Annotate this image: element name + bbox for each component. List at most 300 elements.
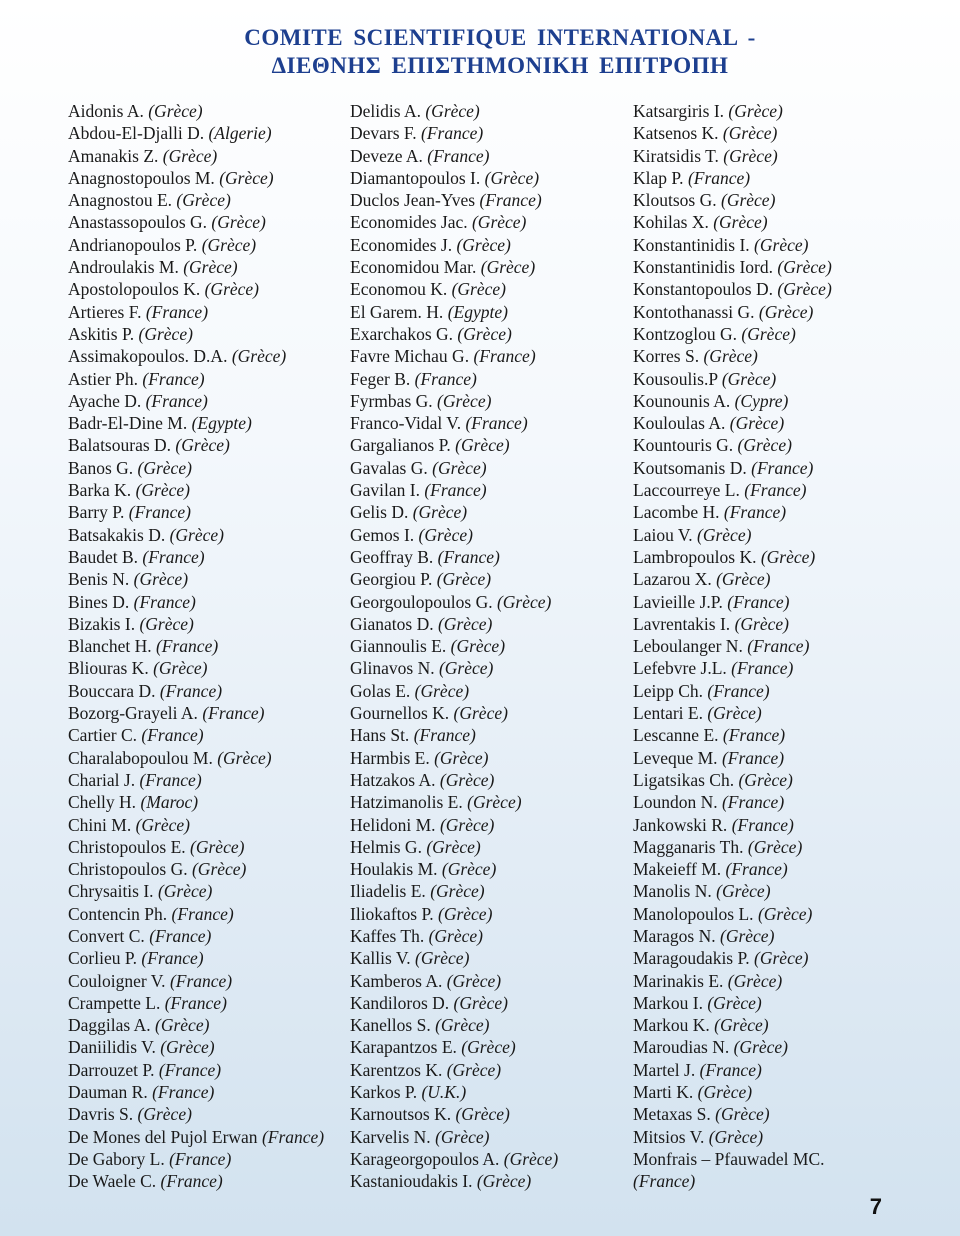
member-name: De Mones del Pujol Erwan [68,1126,258,1147]
member-name: Anastassopoulos G. [68,212,208,233]
member-entry [633,345,832,367]
member-entry [350,1103,558,1125]
member-country: (France) [427,145,490,166]
member-entry [350,189,558,211]
member-entry [633,880,832,902]
member-country: (Grèce) [713,212,768,233]
member-name: Dauman R. [68,1082,148,1103]
member-entry [633,613,832,635]
member-name: Delidis A. [350,101,421,121]
member-country: (Grèce) [176,190,231,211]
member-entry [633,524,832,546]
member-entry [633,457,832,479]
member-entry [633,970,832,992]
member-name: Laiou V. [633,524,693,545]
member-country: (Grèce) [157,881,213,902]
member-entry [350,1126,558,1148]
member-name: Aidonis A. [68,101,144,121]
member-name: Gianatos D. [350,613,434,634]
member-entry [350,1014,558,1036]
member-name: Fyrmbas G. [350,390,433,411]
member-country: (France) [145,301,209,322]
member-entry [350,1170,558,1192]
member-country: (Grèce) [139,613,194,634]
member-entry [68,167,324,189]
member-country: (Grèce) [135,814,190,835]
member-country: (France) [413,725,476,746]
member-entry [68,992,324,1014]
member-country: (France) [725,859,788,880]
member-entry [350,211,558,233]
member-name: Ayache D. [68,390,142,411]
member-name: Kousoulis.P [633,368,718,389]
member-country: (Grèce) [414,680,470,701]
member-entry [633,791,832,813]
member-country: (Grèce) [436,569,492,590]
member-entry [68,368,324,390]
member-entry [633,925,832,947]
member-country: (Grèce) [415,948,470,969]
member-name: Laccourreye L. [633,480,740,501]
member-country: (Grèce) [430,881,485,902]
member-name: Leveque M. [633,747,718,768]
member-name: Apostolopoulos K. [68,279,201,300]
member-country: (Grèce) [211,212,266,233]
member-country: (Grèce) [720,925,775,946]
member-name: Charial J. [68,769,136,790]
member-country: (France) [437,546,500,567]
member-country: (France) [141,725,204,746]
member-entry [68,524,324,546]
member-country: (Grèce) [741,323,796,344]
member-country: (Grèce) [438,658,494,679]
member-entry [633,412,832,434]
member-entry [68,747,324,769]
member-entry [68,591,324,613]
member-name: Astier Ph. [68,368,138,389]
member-name: Contencin Ph. [68,903,168,924]
member-name: Helmis G. [350,836,422,857]
member-entry [633,1170,832,1192]
member-name: Konstantopoulos D. [633,279,773,300]
member-country: (Grèce) [138,323,193,344]
member-entry [68,145,324,167]
member-country: (Grèce) [697,524,752,545]
member-name: Daggilas A. [68,1015,151,1036]
member-name: El Garem. H. [350,301,444,322]
member-name: Manolis N. [633,881,712,902]
member-name: Ligatsikas Ch. [633,769,735,790]
member-country: (Grèce) [155,1015,210,1036]
member-country: (Grèce) [204,279,260,300]
member-entry [68,814,324,836]
member-entry [633,1081,832,1103]
member-country: (Grèce) [457,323,512,344]
member-country: (France) [727,591,790,612]
member-name: Badr-El-Dine M. [68,413,188,434]
member-name: Davris S. [68,1104,134,1125]
member-country: (Grèce) [437,390,492,411]
member-entry [350,925,558,947]
member-name: Bines D. [68,591,130,612]
member-country: (France) [202,703,265,724]
member-country: (U.K.) [421,1082,467,1103]
member-country: (Grèce) [707,703,762,724]
member-name: Georgoulopoulos G. [350,591,493,612]
member-entry [68,323,324,345]
member-name: Lescanne E. [633,725,719,746]
member-country: (Grèce) [707,992,762,1013]
member-entry [633,256,832,278]
member-entry [68,1059,324,1081]
member-name: Kountouris G. [633,435,734,456]
member-name: Barry P. [68,502,125,523]
member-name: Kloutsos G. [633,190,717,211]
member-country: (France) [747,636,810,657]
member-entry [633,301,832,323]
member-country: (Grèce) [412,502,468,523]
member-name: Iliokaftos P. [350,903,434,924]
member-country: (Grèce) [484,167,540,188]
member-name: Konstantinidis I. [633,234,750,255]
member-country: (Grèce) [758,301,814,322]
member-country: (Grèce) [456,234,511,255]
member-country: (Grèce) [137,457,192,478]
member-entry [633,368,832,390]
member-entry [68,657,324,679]
member-entry [633,1014,832,1036]
member-name: Baudet B. [68,546,138,567]
member-name: Maroudias N. [633,1037,730,1058]
member-name: Christopoulos E. [68,836,186,857]
member-name: Kiratsidis T. [633,145,719,166]
member-name: Christopoulos G. [68,859,188,880]
member-country: (Grèce) [160,1037,215,1058]
member-country: (France) [139,769,202,790]
member-entry [68,412,324,434]
member-name: Magganaris Th. [633,836,744,857]
member-entry [633,747,832,769]
member-country: (France) [169,970,233,991]
member-country: (France) [141,948,204,969]
member-entry [633,591,832,613]
member-entry [68,211,324,233]
member-name: Lavrentakis I. [633,613,731,634]
member-entry [68,880,324,902]
member-name: Kouloulas A. [633,413,726,434]
member-entry [350,1059,558,1081]
member-country: (Grèce) [760,546,816,567]
member-country: (Grèce) [722,123,778,144]
member-country: (Grèce) [754,234,809,255]
member-country: (France) [149,925,212,946]
member-name: De Waele C. [68,1171,157,1192]
member-name: Klap P. [633,167,684,188]
member-entry [633,657,832,679]
member-country: (Grèce) [733,1037,789,1058]
member-name: Karageorgopoulos A. [350,1148,500,1169]
member-entry [68,724,324,746]
member-country: (Grèce) [217,747,272,768]
member-country: (Grèce) [777,279,832,300]
member-entry [633,211,832,233]
member-country: (Grèce) [191,859,247,880]
member-country: (Maroc) [140,792,199,813]
member-name: Barka K. [68,480,132,501]
member-entry [350,122,558,144]
member-entry [68,501,324,523]
member-entry [68,947,324,969]
member-country: (Grèce) [441,859,497,880]
member-name: Lazarou X. [633,569,712,590]
member-country: (Grèce) [721,368,777,389]
title-greek: ΔΙΕΘΝΗΣ ΕΠΙΣΤΗΜΟΝΙΚΗ ΕΠΙΤΡΟΠΗ [271,53,729,78]
member-name: Blanchet H. [68,636,152,657]
member-country: (Grèce) [446,1059,502,1080]
member-country: (France) [707,680,770,701]
member-entry [350,546,558,568]
member-entry [350,947,558,969]
member-name: Helidoni M. [350,814,436,835]
member-entry [68,1036,324,1058]
member-country: (Cypre) [734,390,789,411]
member-name: Loundon N. [633,792,718,813]
member-entry [633,234,832,256]
member-country: (Grèce) [747,836,803,857]
member-entry [633,1103,832,1125]
member-name: Androulakis M. [68,257,179,278]
member-entry [633,769,832,791]
member-entry [68,613,324,635]
member-country: (Grèce) [231,346,287,367]
member-name: Iliadelis E. [350,881,426,902]
member-country: (France) [133,591,196,612]
member-entry [633,814,832,836]
member-country: (Grèce) [148,101,203,121]
member-name: Kounounis A. [633,390,731,411]
member-entry [68,256,324,278]
member-name: Economou K. [350,279,448,300]
member-entry [68,903,324,925]
member-name: Marti K. [633,1082,694,1103]
member-entry [68,100,324,122]
member-country: (Grèce) [169,524,224,545]
member-name: Hans St. [350,725,410,746]
member-entry [633,546,832,568]
member-name: Karvelis N. [350,1126,431,1147]
member-name: Anagnostopoulos M. [68,167,215,188]
member-name: Anagnostou E. [68,190,173,211]
member-entry [633,1036,832,1058]
member-country: (France) [142,546,205,567]
member-country: (Grèce) [453,703,508,724]
member-entry [633,702,832,724]
member-entry [633,992,832,1014]
member-name: Lefebvre J.L. [633,658,727,679]
member-name: Gelis D. [350,502,409,523]
member-country: (France) [721,747,785,768]
member-country: (France) [128,502,191,523]
page-number: 7 [869,1194,882,1219]
member-country: (France) [633,1171,696,1192]
member-name: Maragoudakis P. [633,948,750,969]
page-header [0,24,960,80]
member-entry [68,970,324,992]
member-entry [350,100,558,122]
member-entry [68,234,324,256]
member-name: Bizakis I. [68,613,136,634]
member-name: Kanellos S. [350,1015,431,1036]
member-entry [633,568,832,590]
member-country: (France) [145,390,208,411]
member-name: Marinakis E. [633,970,724,991]
member-entry [350,858,558,880]
member-name: Markou I. [633,992,703,1013]
member-country: (Egypte) [191,413,252,434]
member-entry [350,301,558,323]
member-name: Makeieff M. [633,859,722,880]
member-entry [350,702,558,724]
member-country: (France) [721,792,785,813]
member-country: (France) [164,992,227,1013]
member-name: Favre Michau G. [350,346,470,367]
member-name: Gavilan I. [350,480,420,501]
member-entry [68,1014,324,1036]
member-name: Andrianopoulos P. [68,234,198,255]
member-name: Gournellos K. [350,703,450,724]
member-country: (Grèce) [777,257,832,278]
member-entry [68,1126,324,1148]
member-name: Chelly H. [68,792,137,813]
member-country: (Grèce) [183,257,238,278]
member-column-1 [68,100,324,1193]
member-country: (France) [473,346,536,367]
member-name: Devars F. [350,123,417,144]
member-entry [68,836,324,858]
member-name: Konstantinidis Iord. [633,257,773,278]
member-country: (France) [155,636,219,657]
member-name: Katsargiris I. [633,101,725,121]
member-name: Golas E. [350,680,411,701]
member-name: Couloigner V. [68,970,166,991]
member-entry [68,858,324,880]
member-country: (Grèce) [476,1171,532,1192]
member-name: Batsakakis D. [68,524,166,545]
member-entry [633,858,832,880]
member-entry [633,278,832,300]
member-name: Assimakopoulos. D.A. [68,346,228,367]
member-name: Artieres F. [68,301,142,322]
member-entry [633,479,832,501]
member-country: (Grèce) [716,569,771,590]
member-entry [350,791,558,813]
title-french: COMITE SCIENTIFIQUE INTERNATIONAL - [244,25,756,50]
member-entry [350,836,558,858]
member-entry [350,434,558,456]
member-name: Bozorg-Grayeli A. [68,703,198,724]
member-entry [68,1148,324,1170]
member-entry [633,100,832,122]
member-name: Lacombe H. [633,502,720,523]
member-entry [350,903,558,925]
member-entry [68,189,324,211]
member-entry [68,568,324,590]
member-entry [350,368,558,390]
member-entry [350,323,558,345]
member-entry [68,925,324,947]
member-country: (Grèce) [729,413,785,434]
member-country: (France) [751,457,814,478]
member-name: Askitis P. [68,323,135,344]
member-country: (Grèce) [446,970,502,991]
member-entry [633,122,832,144]
member-country: (France) [699,1059,762,1080]
member-name: Chini M. [68,814,132,835]
member-entry [68,680,324,702]
committee-member-columns [68,100,928,1200]
member-country: (Grèce) [219,167,274,188]
member-name: Gargalianos P. [350,435,451,456]
member-name: Daniilidis V. [68,1037,156,1058]
member-name: Koutsomanis D. [633,457,747,478]
member-country: (Grèce) [137,1104,192,1125]
member-entry [68,434,324,456]
member-entry [633,1059,832,1081]
member-country: (Algerie) [208,123,272,144]
member-name: Kontzoglou G. [633,323,738,344]
member-entry [350,412,558,434]
member-name: Katsenos K. [633,123,719,144]
member-country: (Grèce) [734,613,789,634]
member-country: (France) [414,368,477,389]
member-name: Karapantzos E. [350,1037,457,1058]
member-country: (Grèce) [703,346,758,367]
member-entry [633,145,832,167]
member-entry [350,591,558,613]
member-name: Banos G. [68,457,134,478]
member-name: Cartier C. [68,725,138,746]
member-country: (Grèce) [697,1082,753,1103]
member-country: (Grèce) [201,234,257,255]
member-country: (Grèce) [426,836,481,857]
member-entry [350,814,558,836]
member-country: (France) [169,1148,232,1169]
member-entry [350,256,558,278]
member-country: (Grèce) [133,569,189,590]
member-country: (Grèce) [471,212,527,233]
member-entry [68,390,324,412]
member-entry [350,479,558,501]
member-country: (Grèce) [435,1015,490,1036]
member-entry [350,635,558,657]
member-name: Jankowski R. [633,814,728,835]
member-name: Giannoulis E. [350,636,447,657]
member-entry [350,880,558,902]
member-name: Karentzos K. [350,1059,443,1080]
member-name: Benis N. [68,569,130,590]
member-entry [350,568,558,590]
member-entry [633,1148,832,1170]
member-country: (France) [424,480,487,501]
member-entry [68,1081,324,1103]
member-entry [68,769,324,791]
member-country: (France) [479,190,542,211]
member-country: (Grèce) [727,970,783,991]
member-entry [68,345,324,367]
member-entry [350,992,558,1014]
member-country: (Grèce) [723,145,778,166]
member-entry [350,680,558,702]
